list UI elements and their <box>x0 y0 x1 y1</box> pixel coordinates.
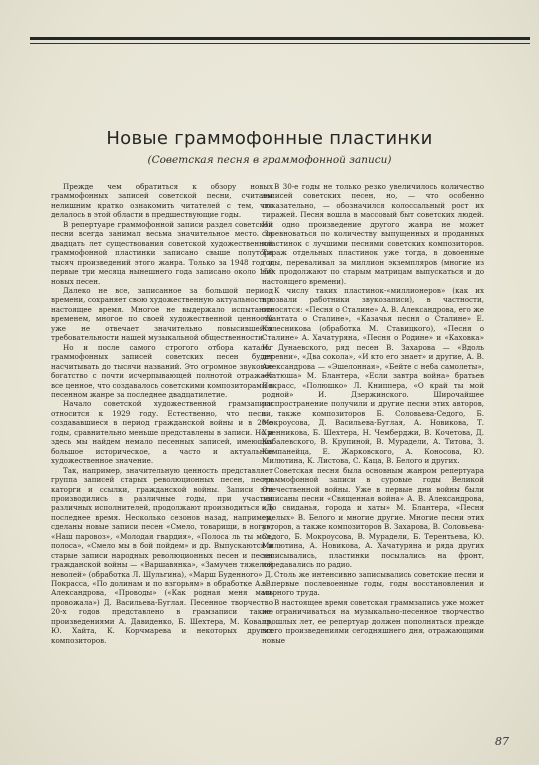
paragraph: В настоящее время советская граммзапись уже может не ограничиваться на музыкально-песенное творчество прошлых лет, ее репертуар должен пополняться прежде всего произведениями сегодняшнего дня, отражающими новые <box>262 597 484 645</box>
paragraph: Советская песня была основным жанром репертуара граммофонной записи в суровые годы Великой Отечественной войны. Уже в первые дни войны были записаны песни «Священная война» А. В. Александрова, «До свиданья, города и хаты» М. Блантера, «Песня смелых» В. Белого и многие другие. Многие песни этих авторов, а также композиторов В. Захарова, В. Соловьева-Седого, Б. Мокроусова, В. Мурадели, Б. Терентьева, Ю. Милютина, А. Новикова, А. Хачатуряна и ряда других записывались, пластинки посылались на фронт, передавались по радио. <box>262 465 484 570</box>
header-rule-thick <box>30 37 530 40</box>
paragraph: Прежде чем обратиться к обзору новых граммофонных записей советской песни, считаем нелишним кратко ознакомить читателей с тем, что делалось в этой области в предшествующие годы. <box>51 182 273 220</box>
paragraph: В репертуаре граммофонной записи раздел советской песни всегда занимал весьма значительное место. За двадцать лет существования советской художественной граммофонной пластинки записано свыше полутора тысяч произведений этого жанра. Только за 1948 год и первые три месяца нынешнего года записано около 150 новых песен. <box>51 219 273 286</box>
paragraph: Начало советской художественной грамзаписи относится к 1929 году. Естественно, что песни, создававшиеся в период гражданской войны и в 20-е годы, сравнительно меньше представлены в записи. Но и здесь мы найдем немало песенных записей, имеющих большое историческое, а часто и актуальное художественное значение. <box>51 399 273 466</box>
paragraph: Но и после самого строгого отбора каталог граммофонных записей советских песен будет насчитывать до тысячи названий. Это огромное звуковое богатство с почти исчерпывающей полнотой отражает все ценное, что создавалось советскими композиторами в песенном жанре за последнее двадцатилетие. <box>51 342 273 399</box>
paragraph: К числу таких пластинок-«миллионеров» (как их прозвали работники звукозаписи), в частности, относятся: «Песня о Сталине» А. В. Александрова, его же «Кантата о Сталине», «Казачья песня о Сталине» Е. Колесникова (обработка М. Ставицкого), «Песня о Сталине» А. Хачатуряна, «Песня о Родине» и «Каховка» И. Дунаевского, ряд песен В. Захарова — «Вдоль деревни», «Два сокола», «И кто его знает» и другие, А. В. Александрова — «Эшелонная», «Бейте с неба самолеты», «Катюша» М. Блантера, «Если завтра война» братьев Покрасс, «Полюшко» Л. Книппера, «О край ты мой родной» И. Дзержинского. Широчайшее распространение получили и другие песни этих авторов, а также композиторов Б. Соловьева-Седого, Б. Мокроусова, Д. Васильева-Буглая, А. Новикова, Т. Хренникова, Б. Шехтера, Н. Чемберджи, В. Кочетова, Д. Кабалевского, В. Крупиной, В. Мурадели, А. Титова, З. Компанейца, Е. Жарковского, А. Коносова, Ю. Милютина, К. Листова, С. Каца, В. Белого и других. <box>262 285 484 466</box>
paragraph: В 30-е годы не только резко увеличилось количество записей советских песен, но, — что особенно показательно, — обозначился колоссальный рост их тиражей. Песня вошла в массовый быт советских людей. Ни одно произведение другого жанра не может соревноваться по количеству выпущенных и проданных пластинок с лучшими песнями советских композиторов. Тираж отдельных пластинок уже тогда, в довоенные годы, переваливал за миллион экземпляров (многие из них продолжают по старым матрицам выпускаться и до настоящего времени). <box>262 182 484 286</box>
header-rule-thin <box>30 43 530 44</box>
article-title: Новые граммофонные пластинки <box>106 128 433 149</box>
text-column-left <box>51 182 273 645</box>
paragraph: Так, например, значительную ценность представляет группа записей старых революционных песен, песен каторги и ссылки, гражданской войны. Записи эти производились в различные годы, при участии различных исполнителей, продолжают производиться и в последнее время. Несколько сезонов назад, например, сделаны новые записи песен «Смело, товарищи, в ногу», «Наш паровоз», «Молодая гвардия», «Полоса ль ты моя, полоса», «Смело мы в бой пойдем» и др. Выпускаются и старые записи народных революционных песен и песен гражданской войны — «Варшавянка», «Замучен тяжелой неволей» (обработка Л. Шульгина), «Марш Буденного» Д. Покрасса, «По долинам и по взгорьям» в обработке А. В. Александрова, «Проводы» («Как родная меня мать провожала») Д. Васильева-Буглая. Песенное творчество 20-х годов представлено в грамзаписи также произведениями А. Давиденко, Б. Шехтера, М. Коваля, Ю. Хайта, К. Корчмарева и некоторых других композиторов. <box>51 465 273 645</box>
article-subtitle: (Советская песня в граммофонной записи) <box>147 154 392 166</box>
paragraph: Далеко не все, записанное за большой период времени, сохраняет свою художественную актуальность в настоящее время. Многое не выдержало испытания временем, многое по своей художественной ценности уже не отвечает значительно повысившейся требовательности нашей музыкальной общественности. <box>51 285 273 343</box>
page-number: 87 <box>495 735 509 748</box>
text-column-right <box>262 182 484 645</box>
paragraph: Столь же интенсивно записывались советские песни и в первые послевоенные годы, годы восстановления и мирного труда. <box>262 569 484 598</box>
